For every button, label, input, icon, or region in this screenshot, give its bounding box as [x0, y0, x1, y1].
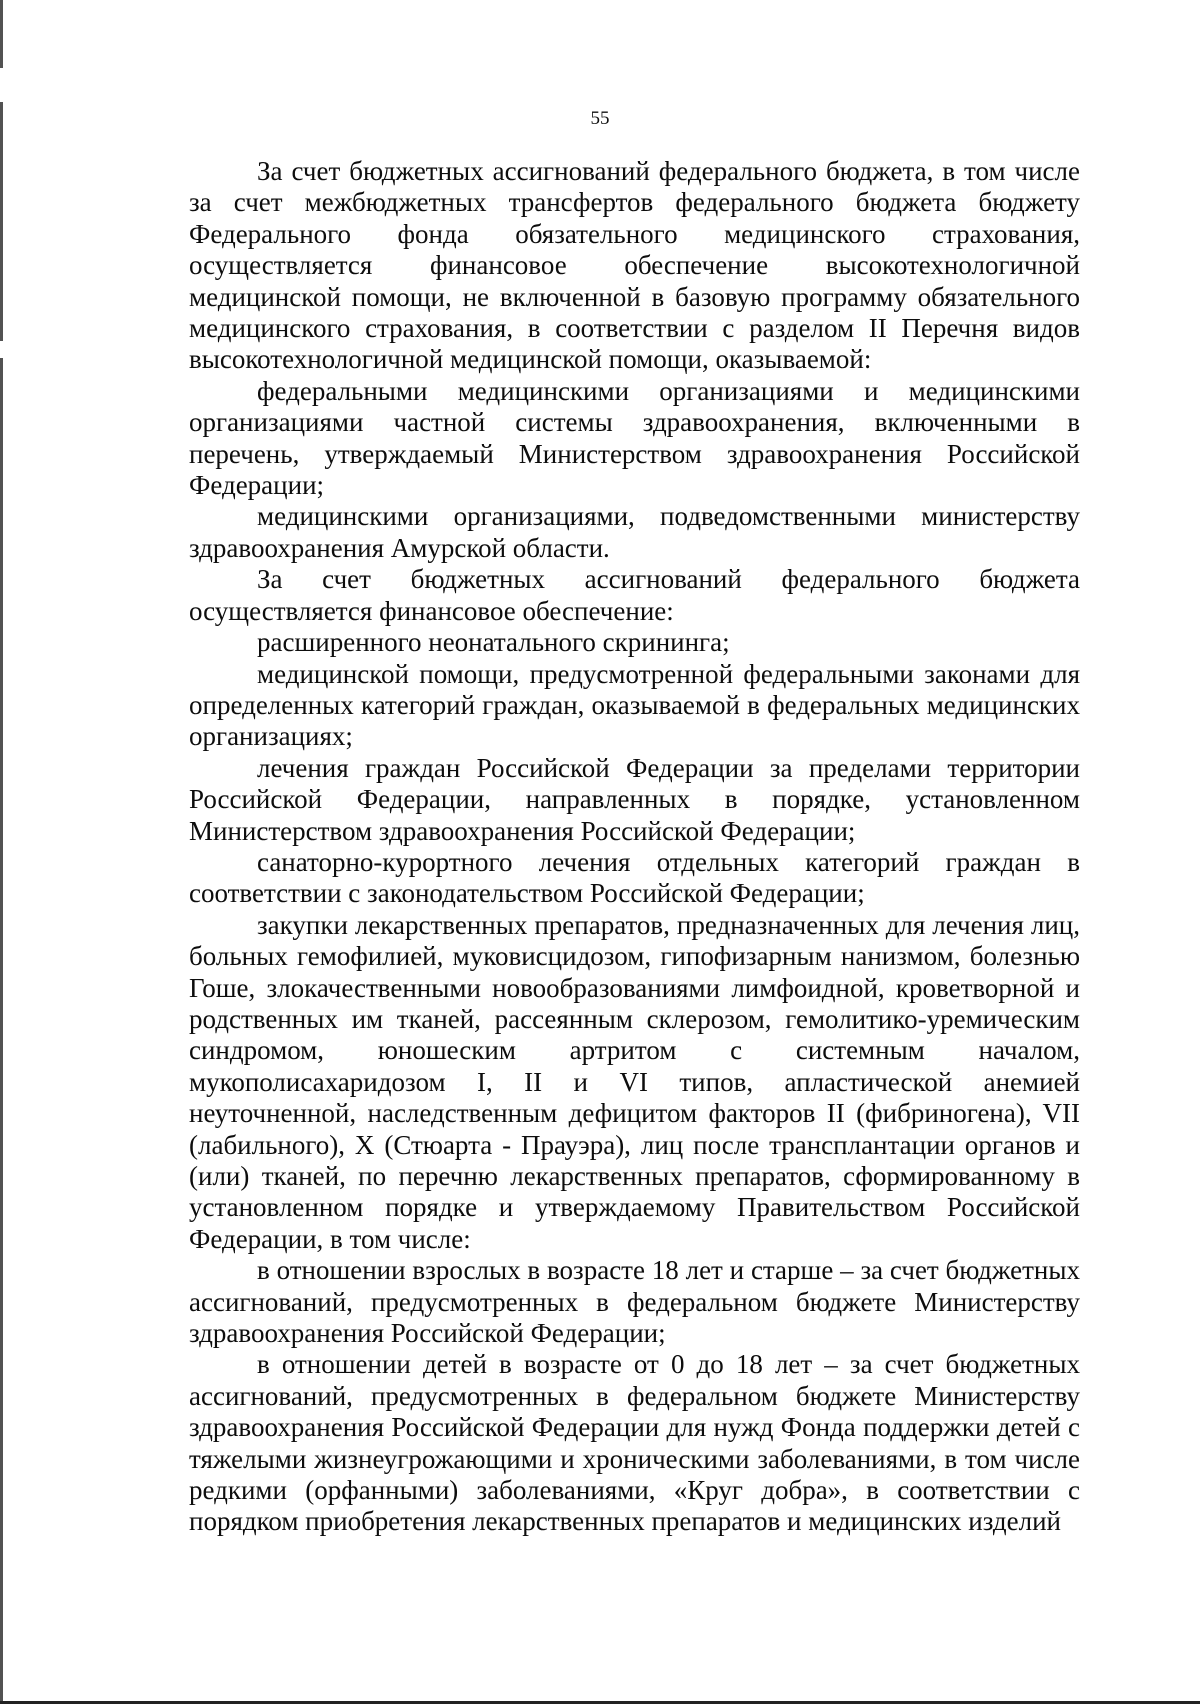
scan-left-edge: [0, 0, 3, 1704]
paragraph-children: в отношении детей в возрасте от 0 до 18 лет – за счет бюджетных ассигнований, предусмотренных в федеральном бюджете Министерству здравоохранения Российской Федерации для нужд Фонда поддержки детей с тяжелыми жизнеугрожающими и хроническими заболеваниями, в том числе редкими (орфанными) заболеваниями, «Круг добра», в соответствии с порядком приобретения лекарственных препаратов и медицинских изделий: [189, 1349, 1080, 1537]
document-body: [189, 156, 1080, 1538]
paragraph-sanatorium-treatment: санаторно-курортного лечения отдельных категорий граждан в соответствии с законодательством Российской Федерации;: [189, 846, 1080, 909]
paragraph-amur-organizations: медицинскими организациями, подведомственными министерству здравоохранения Амурской области.: [189, 501, 1080, 563]
paragraph-drug-procurement: закупки лекарственных препаратов, предназначенных для лечения лиц, больных гемофилией, муковисцидозом, гипофизарным нанизмом, болезнью Гоше, злокачественными новообразованиями лимфоидной, кроветворной и родственных им тканей, рассеянным склерозом, гемолитико-уремическим синдромом, юношеским артритом с системным началом, мукополисахаридозом I, II и VI типов, апластической анемией неуточненной, наследственным дефицитом факторов II (фибриногена), VII (лабильного), X (Стюарта - Прауэра), лиц после трансплантации органов и (или) тканей, по перечню лекарственных препаратов, сформированному в установленном порядке и утверждаемому Правительством Российской Федерации, в том числе:: [189, 909, 1080, 1254]
page-number: 55: [590, 108, 610, 129]
paragraph-treatment-abroad: лечения граждан Российской Федерации за пределами территории Российской Федерации, направленных в порядке, установленном Министерством здравоохранения Российской Федерации;: [189, 752, 1080, 846]
paragraph-federal-law-care: медицинской помощи, предусмотренной федеральными законами для определенных категорий граждан, оказываемой в федеральных медицинских организациях;: [189, 658, 1080, 752]
paragraph-federal-budget-funding: За счет бюджетных ассигнований федерального бюджета осуществляется финансовое обеспечение:: [189, 564, 1080, 626]
paragraph-neonatal-screening: расширенного неонатального скрининга;: [257, 627, 730, 658]
paragraph-federal-organizations: федеральными медицинскими организациями и медицинскими организациями частной системы здравоохранения, включенными в перечень, утверждаемый Министерством здравоохранения Российской Федерации;: [189, 375, 1080, 501]
paragraph-adults: в отношении взрослых в возрасте 18 лет и старше – за счет бюджетных ассигнований, предусмотренных в федеральном бюджете Министерству здравоохранения Российской Федерации;: [189, 1255, 1080, 1349]
paragraph-intro-high-tech-care: За счет бюджетных ассигнований федерального бюджета, в том числе за счет межбюджетных трансфертов федерального бюджета бюджету Федерального фонда обязательного медицинского страхования, осуществляется финансовое обеспечение высокотехнологичной медицинской помощи, не включенной в базовую программу обязательного медицинского страхования, в соответствии с разделом II Перечня видов высокотехнологичной медицинской помощи, оказываемой:: [189, 156, 1080, 375]
